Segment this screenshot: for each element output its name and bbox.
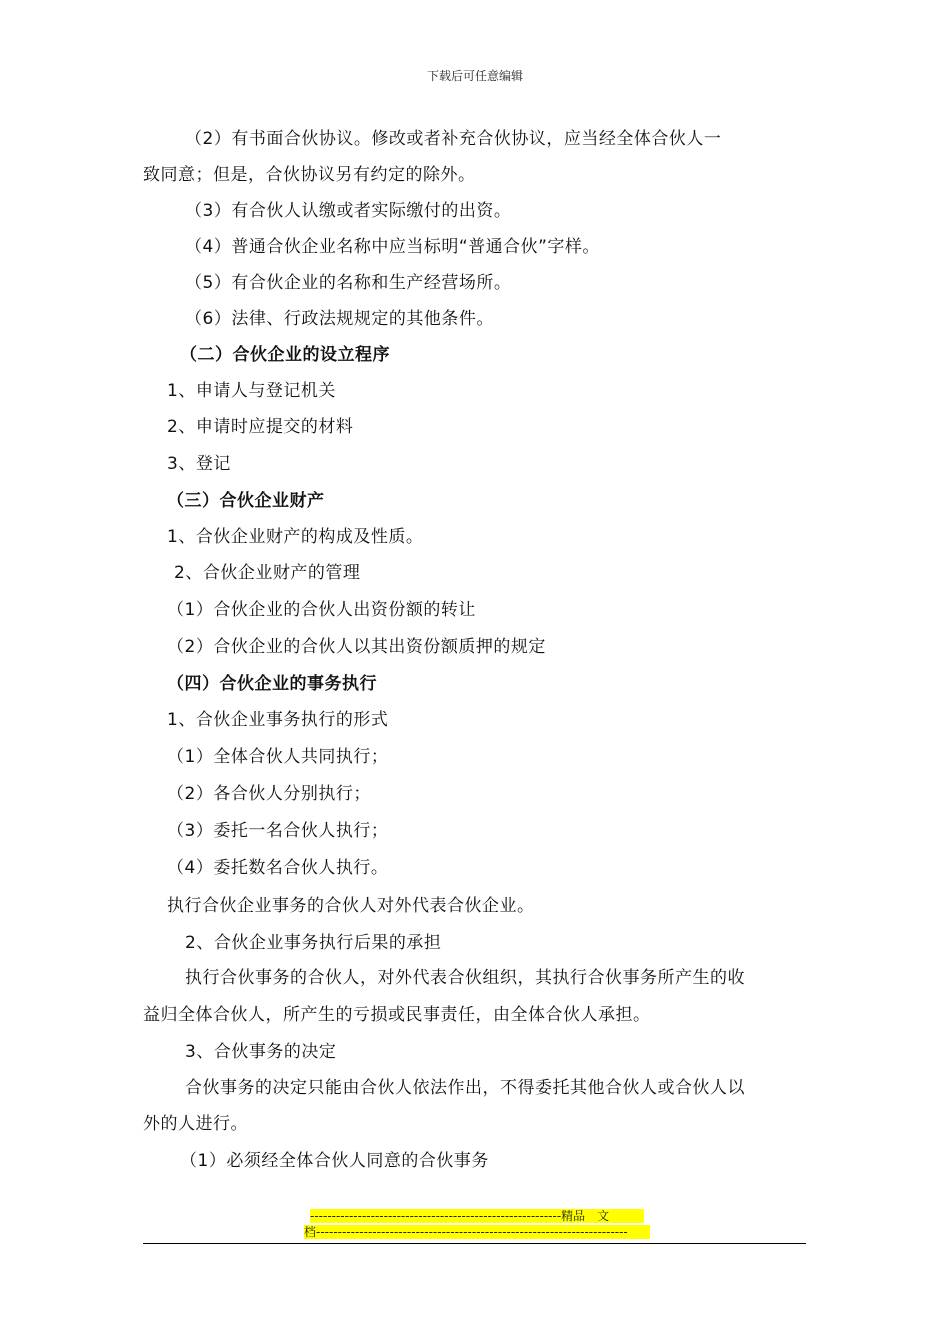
section-heading: （三）合伙企业财产 — [167, 491, 325, 511]
paragraph-line: （5）有合伙企业的名称和生产经营场所。 — [185, 273, 512, 293]
paragraph-line: 外的人进行。 — [143, 1114, 248, 1134]
paragraph-line: 益归全体合伙人，所产生的亏损或民事责任，由全体合伙人承担。 — [143, 1005, 651, 1025]
paragraph-line: 1、申请人与登记机关 — [167, 381, 336, 401]
page-header: 下载后可任意编辑 — [426, 69, 523, 83]
paragraph-line: （3）委托一名合伙人执行； — [167, 821, 389, 841]
paragraph-line: 执行合伙事务的合伙人，对外代表合伙组织，其执行合伙事务所产生的收 — [185, 968, 745, 988]
paragraph-line: （6）法律、行政法规规定的其他条件。 — [185, 309, 494, 329]
paragraph-line: 3、合伙事务的决定 — [185, 1042, 337, 1062]
paragraph-line: （2）合伙企业的合伙人以其出资份额质押的规定 — [167, 637, 546, 657]
footer-watermark-line-1: ----------------------------------------------------------精品 文 — [310, 1209, 644, 1223]
paragraph-line: （1）必须经全体合伙人同意的合伙事务 — [180, 1151, 489, 1171]
paragraph-line: 2、合伙企业财产的管理 — [174, 563, 361, 583]
footer-watermark-line-2: 档------------------------------------------------------------------------ — [304, 1225, 650, 1239]
paragraph-line: （2）各合伙人分别执行； — [167, 784, 371, 804]
paragraph-line: 1、合伙企业财产的构成及性质。 — [167, 527, 424, 547]
paragraph-line: （4）普通合伙企业名称中应当标明“普通合伙”字样。 — [185, 237, 600, 257]
paragraph-line: 2、合伙企业事务执行后果的承担 — [185, 933, 442, 953]
paragraph-line: 3、登记 — [167, 454, 231, 474]
paragraph-line: （2）有书面合伙协议。修改或者补充合伙协议，应当经全体合伙人一 — [185, 129, 722, 149]
section-heading: （二）合伙企业的设立程序 — [180, 345, 390, 365]
paragraph-line: 1、合伙企业事务执行的形式 — [167, 710, 389, 730]
paragraph-line: 2、申请时应提交的材料 — [167, 417, 354, 437]
footer-rule — [143, 1243, 806, 1244]
paragraph-line: 执行合伙企业事务的合伙人对外代表合伙企业。 — [167, 896, 535, 916]
paragraph-line: （4）委托数名合伙人执行。 — [167, 858, 389, 878]
section-heading: （四）合伙企业的事务执行 — [167, 674, 377, 694]
paragraph-line: 致同意；但是，合伙协议另有约定的除外。 — [143, 165, 476, 185]
paragraph-line: （1）全体合伙人共同执行； — [167, 747, 389, 767]
paragraph-line: （3）有合伙人认缴或者实际缴付的出资。 — [185, 201, 512, 221]
paragraph-line: 合伙事务的决定只能由合伙人依法作出，不得委托其他合伙人或合伙人以 — [185, 1078, 745, 1098]
paragraph-line: （1）合伙企业的合伙人出资份额的转让 — [167, 600, 476, 620]
